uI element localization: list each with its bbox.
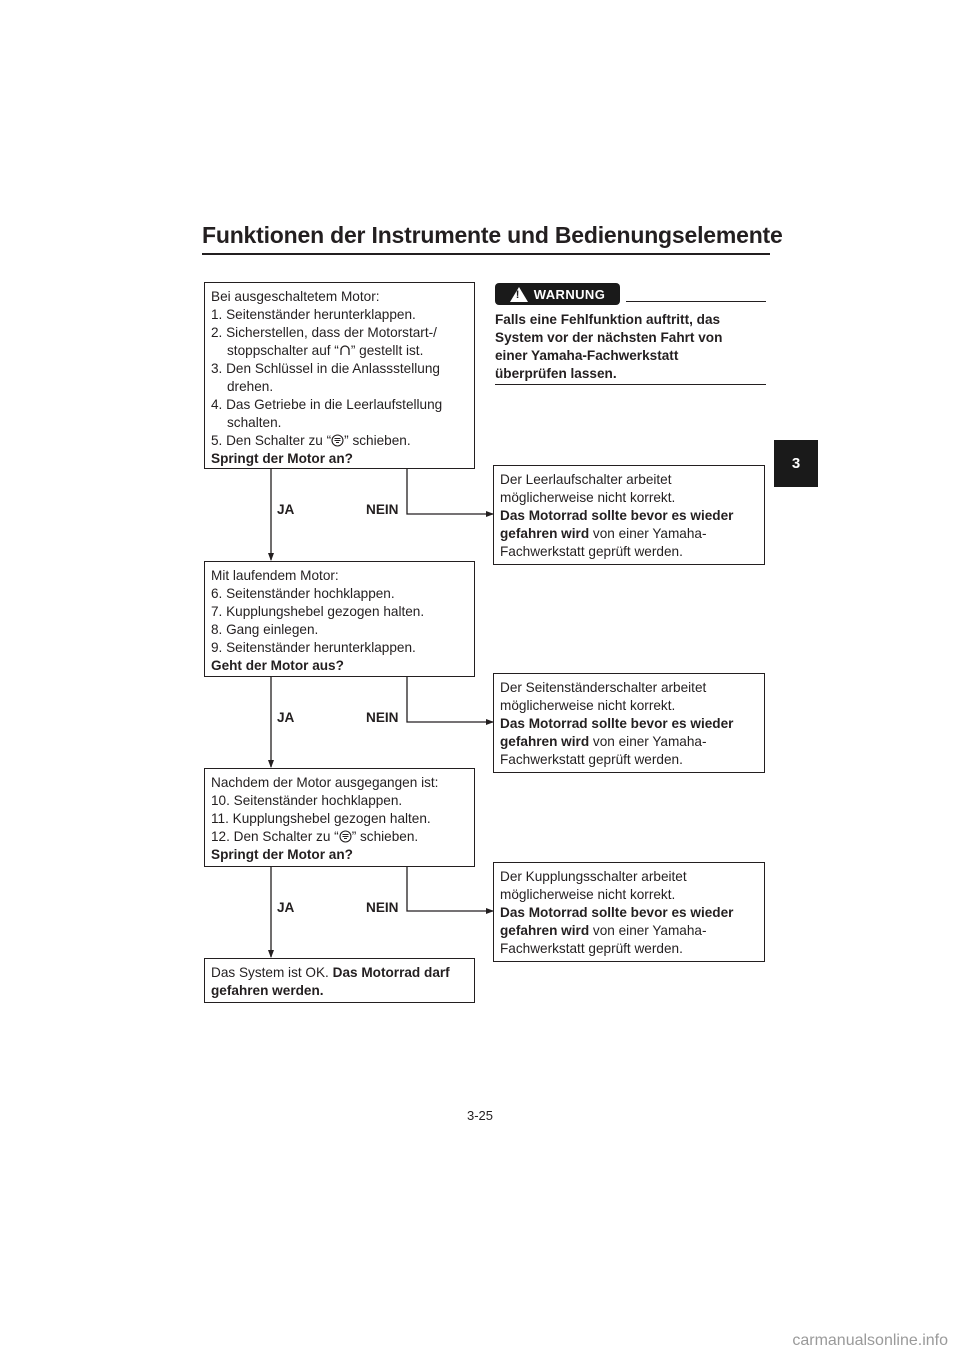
- warning-line: einer Yamaha-Fachwerkstatt: [495, 348, 679, 363]
- result-line: möglicherweise nicht korrekt.: [500, 887, 676, 902]
- result-line: Fachwerkstatt geprüft werden.: [500, 752, 683, 767]
- no-label-3: NEIN: [366, 900, 399, 915]
- warning-line: System vor der nächsten Fahrt von: [495, 330, 723, 345]
- step-question: Springt der Motor an?: [211, 847, 353, 862]
- result-line: Der Kupplungsschalter arbeitet: [500, 869, 687, 884]
- run-switch-icon: [339, 344, 351, 356]
- result-box-2: [493, 673, 765, 773]
- result-line: Das Motorrad sollte bevor es wieder: [500, 716, 734, 731]
- result-line: gefahren wird von einer Yamaha-: [500, 923, 707, 938]
- step-item: 8. Gang einlegen.: [211, 622, 319, 637]
- step-item: 1. Seitenständer herunterklappen.: [211, 307, 416, 322]
- yes-label-1: JA: [277, 502, 295, 517]
- step-box-2: [204, 561, 475, 677]
- result-line: möglicherweise nicht korrekt.: [500, 490, 676, 505]
- page-title: Funktionen der Instrumente und Bedienungselemente: [202, 222, 783, 248]
- yes-label-3: JA: [277, 900, 295, 915]
- yes-label-2: JA: [277, 710, 295, 725]
- step-intro: Nachdem der Motor ausgegangen ist:: [211, 775, 439, 790]
- result-line: Das Motorrad sollte bevor es wieder: [500, 905, 734, 920]
- warning-line: überprüfen lassen.: [495, 366, 617, 381]
- result-ok: Das System ist OK. Das Motorrad darf: [211, 965, 450, 980]
- step-box-1: [204, 282, 475, 469]
- warning-badge-label: WARNUNG: [533, 286, 606, 302]
- result-line: Fachwerkstatt geprüft werden.: [500, 941, 683, 956]
- step-item: 10. Seitenständer hochklappen.: [211, 793, 403, 808]
- no-label-1: NEIN: [366, 502, 399, 517]
- step-item: 7. Kupplungshebel gezogen halten.: [211, 604, 425, 619]
- start-switch-icon: [339, 830, 352, 843]
- chapter-tab: 3: [774, 440, 818, 487]
- step-item: 12. Den Schalter zu “ ” schieben.: [211, 829, 419, 844]
- result-line: Fachwerkstatt geprüft werden.: [500, 544, 683, 559]
- step-box-3: [204, 768, 475, 867]
- no-label-2: NEIN: [366, 710, 399, 725]
- result-box-1: [493, 465, 765, 565]
- step-item: 3. Den Schlüssel in die Anlassstellung: [211, 361, 440, 376]
- step-intro: Mit laufendem Motor:: [211, 568, 339, 583]
- start-switch-icon: [331, 434, 344, 447]
- result-line: Das Motorrad sollte bevor es wieder: [500, 508, 734, 523]
- step-question: Geht der Motor aus?: [211, 658, 344, 673]
- page-number: 3-25: [466, 1108, 494, 1123]
- step-item: 11. Kupplungshebel gezogen halten.: [211, 811, 431, 826]
- no-arrow-3: [407, 867, 493, 911]
- result-line: Der Leerlaufschalter arbeitet: [500, 472, 672, 487]
- step-question: Springt der Motor an?: [211, 451, 353, 466]
- step-item: 6. Seitenständer hochklappen.: [211, 586, 395, 601]
- result-line: gefahren wird von einer Yamaha-: [500, 526, 707, 541]
- no-arrow-1: [407, 469, 493, 514]
- step-item: stoppschalter auf “ ” gestellt ist.: [227, 343, 424, 358]
- result-box-3: [493, 862, 765, 962]
- warning-line: Falls eine Fehlfunktion auftritt, das: [495, 312, 721, 327]
- result-ok-cont: gefahren werden.: [211, 983, 324, 998]
- step-item: schalten.: [227, 415, 282, 430]
- step-box-4: [204, 958, 475, 1003]
- result-line: Der Seitenständerschalter arbeitet: [500, 680, 707, 695]
- step-item: 2. Sicherstellen, dass der Motorstart-/: [211, 325, 437, 340]
- result-line: gefahren wird von einer Yamaha-: [500, 734, 707, 749]
- step-item: 5. Den Schalter zu “ ” schieben.: [211, 433, 411, 448]
- step-item: 9. Seitenständer herunterklappen.: [211, 640, 416, 655]
- watermark: carmanualsonline.info: [792, 1332, 948, 1349]
- no-arrow-2: [407, 677, 493, 722]
- step-item: drehen.: [227, 379, 274, 394]
- step-item: 4. Das Getriebe in die Leerlaufstellung: [211, 397, 443, 412]
- step-intro: Bei ausgeschaltetem Motor:: [211, 289, 380, 304]
- result-line: möglicherweise nicht korrekt.: [500, 698, 676, 713]
